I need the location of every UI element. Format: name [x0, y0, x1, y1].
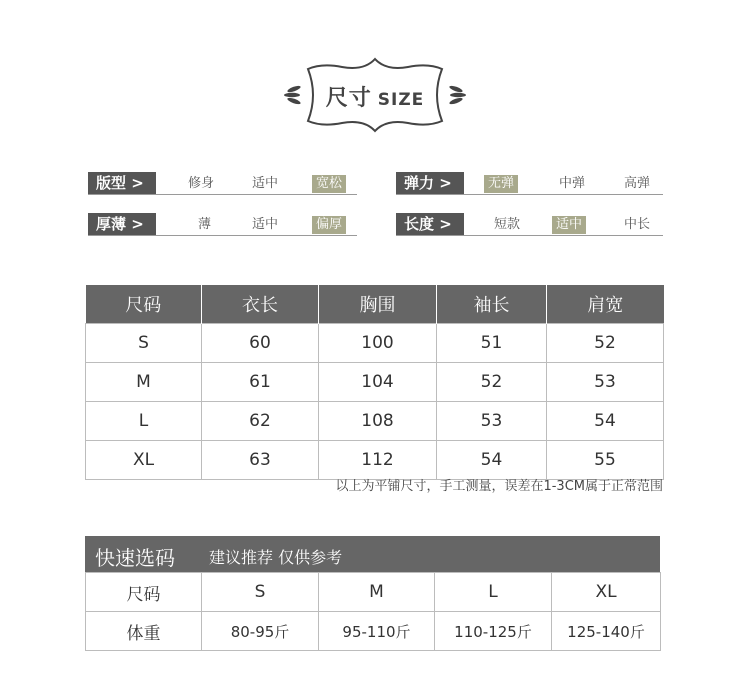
table-cell: 62	[202, 402, 319, 441]
page-title	[282, 81, 468, 112]
table-cell: 尺码	[86, 573, 202, 612]
elasticity-option-high[interactable]: 高弹	[624, 176, 651, 191]
table-cell: 54	[547, 402, 664, 441]
table-cell: 104	[319, 363, 437, 402]
table-cell: 52	[547, 324, 664, 363]
table-row	[86, 441, 664, 480]
fit-attribute-row	[88, 172, 357, 195]
title-badge	[282, 55, 468, 135]
thickness-attribute-row	[88, 213, 357, 236]
quick-select-subtitle: 建议推荐 仅供参考	[209, 548, 343, 567]
table-cell: 95-110斤	[319, 612, 435, 651]
table-row	[86, 324, 664, 363]
table-cell: 60	[202, 324, 319, 363]
size-table-header	[86, 285, 664, 324]
table-cell: 体重	[86, 612, 202, 651]
header-sleeve: 袖长	[437, 285, 547, 324]
table-cell: XL	[86, 441, 202, 480]
thickness-option-thick[interactable]: 偏厚	[312, 216, 346, 234]
measurement-note: 以上为平铺尺寸，手工测量，误差在1-3CM属于正常范围	[335, 479, 663, 494]
table-cell: M	[86, 363, 202, 402]
table-cell: 108	[319, 402, 437, 441]
table-row	[86, 612, 661, 651]
title-en: SIZE	[377, 90, 425, 110]
fit-option-slim[interactable]: 修身	[188, 176, 215, 191]
table-cell: 100	[319, 324, 437, 363]
table-row	[86, 402, 664, 441]
table-cell: 63	[202, 441, 319, 480]
table-cell: 80-95斤	[202, 612, 319, 651]
table-cell: 110-125斤	[435, 612, 552, 651]
table-cell: L	[435, 573, 552, 612]
quick-select-header	[85, 536, 660, 572]
thickness-option-regular[interactable]: 适中	[252, 217, 279, 232]
table-cell: 53	[547, 363, 664, 402]
length-attribute-row	[396, 213, 663, 236]
fit-label: 版型 >	[88, 172, 156, 194]
elasticity-option-none[interactable]: 无弹	[484, 175, 518, 193]
table-cell: 112	[319, 441, 437, 480]
table-cell: 55	[547, 441, 664, 480]
fit-option-regular[interactable]: 适中	[252, 176, 279, 191]
length-option-mid-long[interactable]: 中长	[624, 217, 651, 232]
table-cell: 61	[202, 363, 319, 402]
title-cn: 尺寸	[325, 86, 372, 111]
table-row	[86, 573, 661, 612]
table-cell: S	[202, 573, 319, 612]
table-row	[86, 363, 664, 402]
fit-option-loose[interactable]: 宽松	[312, 175, 346, 193]
header-size: 尺码	[86, 285, 202, 324]
table-cell: S	[86, 324, 202, 363]
elasticity-label: 弹力 >	[396, 172, 464, 194]
length-option-regular[interactable]: 适中	[552, 216, 586, 234]
header-chest: 胸围	[319, 285, 437, 324]
quick-select-table	[85, 572, 661, 651]
header-shoulder: 肩宽	[547, 285, 664, 324]
table-cell: 52	[437, 363, 547, 402]
table-cell: 125-140斤	[552, 612, 661, 651]
elasticity-attribute-row	[396, 172, 663, 195]
thickness-label: 厚薄 >	[88, 213, 156, 235]
length-option-short[interactable]: 短款	[494, 217, 521, 232]
elasticity-option-medium[interactable]: 中弹	[559, 176, 586, 191]
table-cell: 53	[437, 402, 547, 441]
table-cell: M	[319, 573, 435, 612]
header-length: 衣长	[202, 285, 319, 324]
length-label: 长度 >	[396, 213, 464, 235]
table-cell: L	[86, 402, 202, 441]
thickness-option-thin[interactable]: 薄	[198, 217, 212, 232]
table-cell: 54	[437, 441, 547, 480]
table-cell: 51	[437, 324, 547, 363]
quick-select-title: 快速选码	[95, 546, 175, 570]
size-table	[85, 285, 664, 480]
table-cell: XL	[552, 573, 661, 612]
